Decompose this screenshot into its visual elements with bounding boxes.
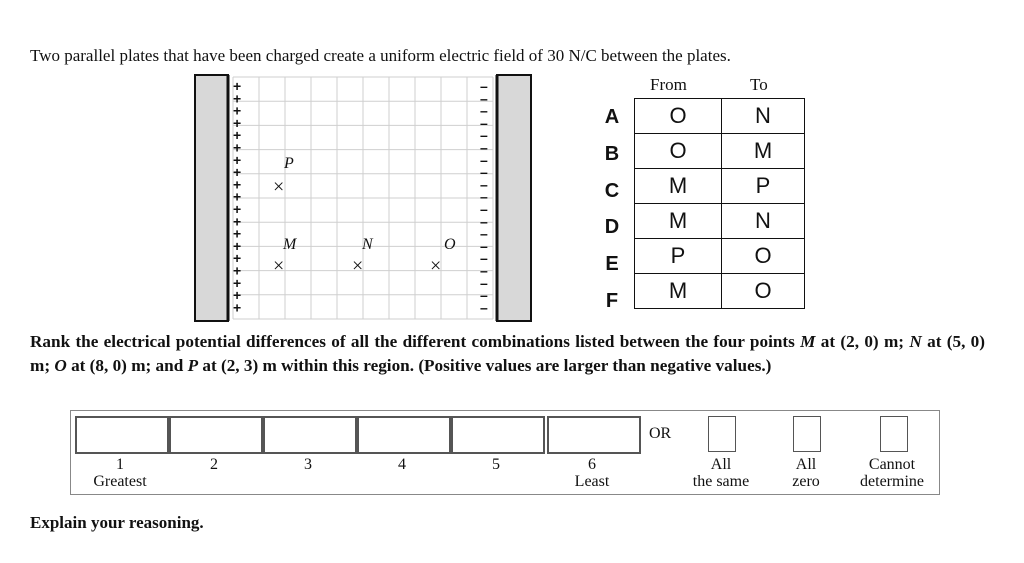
intro-text: Two parallel plates that have been charged create a uniform electric field of 30 N/C between the plates.	[30, 46, 731, 65]
from-cell: M	[635, 169, 722, 204]
row-letter-a: A	[604, 106, 620, 128]
rank-label-5: 5	[492, 456, 500, 473]
rank-slot-4[interactable]	[357, 416, 451, 454]
plus-sign: +	[233, 176, 242, 193]
minus-sign: –	[480, 237, 488, 254]
positive-charges	[233, 78, 241, 315]
to-cell: O	[722, 274, 805, 309]
ranking-box	[70, 410, 940, 495]
right-plate	[497, 75, 531, 321]
minus-sign: –	[480, 127, 488, 144]
point-m-label: M	[283, 236, 297, 253]
to-cell: N	[722, 99, 805, 134]
table-row	[635, 274, 805, 309]
rank-label-3: 3	[304, 456, 312, 473]
rank-slot-2[interactable]	[169, 416, 263, 454]
from-cell: O	[635, 99, 722, 134]
point-o-marker: ×	[430, 255, 442, 277]
minus-sign: –	[480, 90, 488, 107]
point-o-label: O	[444, 236, 456, 253]
minus-sign: –	[480, 201, 488, 217]
rank-slot-6[interactable]	[547, 416, 641, 454]
question-text: Rank the electrical potential differences of all the different combinations listed between the four points M at (2, 0) m; N at (5, 0) m; O at (8, 0) m; and P at (2, 3) m within this region. (Positive values are larger than negative values.)	[30, 332, 986, 375]
minus-sign: –	[480, 274, 488, 291]
minus-sign: –	[480, 299, 488, 316]
parallel-plates-diagram	[193, 73, 533, 323]
plus-sign: +	[233, 250, 242, 267]
point-m-marker: ×	[273, 255, 285, 277]
plus-sign: +	[233, 237, 242, 254]
rank-label-1: 1 Greatest	[93, 456, 147, 490]
minus-sign: –	[480, 188, 488, 205]
from-cell: O	[635, 134, 722, 169]
row-letter-f: F	[605, 290, 619, 312]
plus-sign: +	[233, 78, 242, 94]
table-row	[635, 99, 805, 134]
minus-sign: –	[480, 164, 488, 181]
from-cell: P	[635, 239, 722, 274]
row-letter-e: E	[605, 253, 619, 275]
plus-sign: +	[233, 213, 242, 230]
plus-sign: +	[233, 102, 242, 119]
to-cell: O	[722, 239, 805, 274]
plus-sign: +	[233, 127, 242, 144]
minus-sign: –	[480, 287, 488, 304]
minus-sign: –	[480, 262, 488, 279]
table-header-from: From	[650, 75, 687, 94]
plus-sign: +	[233, 225, 242, 242]
minus-sign: –	[480, 213, 488, 230]
point-p-marker: ×	[273, 176, 285, 198]
rank-slot-1[interactable]	[75, 416, 169, 454]
table-row	[635, 204, 805, 239]
minus-sign: –	[480, 102, 488, 119]
rank-slot-3[interactable]	[263, 416, 357, 454]
to-cell: M	[722, 134, 805, 169]
table-row	[635, 239, 805, 274]
cannot-determine-label: Cannot determine	[860, 456, 924, 490]
table-row	[635, 134, 805, 169]
table-header-to: To	[750, 75, 768, 94]
rank-slot-5[interactable]	[451, 416, 545, 454]
minus-sign: –	[480, 151, 488, 168]
minus-sign: –	[480, 139, 488, 156]
point-n-label: N	[362, 236, 373, 253]
all-same-label: All the same	[692, 456, 750, 490]
to-cell: N	[722, 204, 805, 239]
row-letter-b: B	[604, 143, 620, 165]
field-grid	[233, 77, 493, 319]
from-cell: M	[635, 204, 722, 239]
point-p-label: P	[284, 155, 294, 172]
explain-prompt: Explain your reasoning.	[30, 513, 204, 532]
plus-sign: +	[233, 164, 242, 181]
all-same-checkbox[interactable]	[708, 416, 736, 452]
all-zero-label: All zero	[792, 456, 820, 490]
plus-sign: +	[233, 188, 242, 205]
plus-sign: +	[233, 274, 242, 291]
minus-sign: –	[480, 225, 488, 242]
minus-sign: –	[480, 114, 488, 131]
plus-sign: +	[233, 90, 242, 107]
all-zero-checkbox[interactable]	[793, 416, 821, 452]
rank-label-4: 4	[398, 456, 406, 473]
rank-label-6: 6 Least	[574, 456, 610, 490]
rank-label-2: 2	[210, 456, 218, 473]
minus-sign: –	[480, 78, 488, 94]
table-row	[635, 169, 805, 204]
plus-sign: +	[233, 299, 242, 316]
row-letter-d: D	[604, 216, 620, 238]
plus-sign: +	[233, 287, 242, 304]
row-letter-c: C	[604, 180, 620, 202]
plus-sign: +	[233, 262, 242, 279]
left-plate	[195, 75, 228, 321]
minus-sign: –	[480, 250, 488, 267]
minus-sign: –	[480, 176, 488, 193]
plus-sign: +	[233, 139, 242, 156]
to-cell: P	[722, 169, 805, 204]
negative-charges	[480, 78, 488, 315]
plus-sign: +	[233, 151, 242, 168]
plus-sign: +	[233, 201, 242, 217]
or-label: OR	[649, 425, 672, 442]
point-n-marker: ×	[352, 255, 364, 277]
from-to-table	[634, 98, 805, 309]
cannot-determine-checkbox[interactable]	[880, 416, 908, 452]
from-cell: M	[635, 274, 722, 309]
plus-sign: +	[233, 114, 242, 131]
